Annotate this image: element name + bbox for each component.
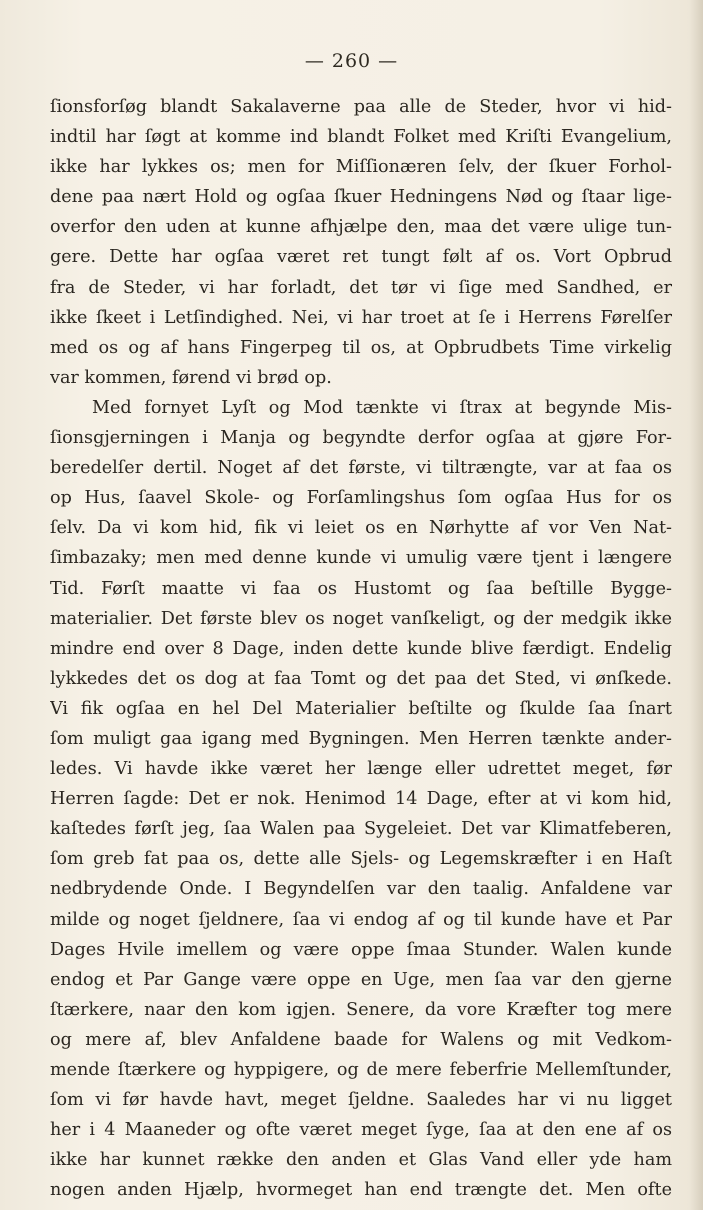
text-line: materialier. Det første blev os noget vanſkeligt, og der medgik ikke: [50, 608, 672, 629]
text-line: med os og af hans Fingerpeg til os, at Opbrudbets Time virkelig: [50, 337, 672, 358]
text-line: Tid. Førſt maatte vi faa os Hustomt og ſaa beſtille Bygge-: [50, 578, 672, 599]
text-line: Dages Hvile imellem og være oppe ſmaa Stunder. Walen kunde: [50, 939, 672, 960]
text-line: indtil har ſøgt at komme ind blandt Folket med Kriſti Evangelium,: [50, 127, 672, 148]
text-line: ſelv. Da vi kom hid, fik vi leiet os en Nørhytte af vor Ven Nat-: [50, 518, 672, 539]
text-line-paragraph-end: var kommen, førend vi brød op.: [50, 367, 332, 388]
text-line: her i 4 Maaneder og ofte været meget ſyge, ſaa at den ene af os: [50, 1120, 672, 1141]
text-line: fra de Steder, vi har forladt, det tør vi ſige med Sandhed, er: [50, 277, 672, 298]
text-line: overfor den uden at kunne afhjælpe den, maa det være ulige tun-: [50, 217, 672, 238]
page-number: — 260 —: [304, 50, 399, 72]
text-line: ſom vi før havde havt, meget ſjeldne. Saaledes har vi nu ligget: [50, 1090, 672, 1111]
text-line: ſtærkere, naar den kom igjen. Senere, da vore Kræfter tog mere: [50, 999, 672, 1020]
text-line: ikke ſkeet i Letſindighed. Nei, vi har troet at ſe i Herrens Førelſer: [50, 307, 672, 328]
text-line: ſionsforſøg blandt Sakalaverne paa alle de Steder, hvor vi hid-: [50, 97, 672, 117]
text-line: ſionsgjerningen i Manja og begyndte derfor ogſaa at gjøre For-: [50, 428, 672, 449]
text-line-paragraph-start: Med fornyet Lyſt og Mod tænkte vi ſtrax at begynde Mis-: [92, 397, 672, 418]
text-line: ikke har lykkes os; men for Miſſionæren ſelv, der ſkuer Forhol-: [50, 157, 672, 178]
text-line: beredelſer dertil. Noget af det første, vi tiltrængte, var at faa os: [50, 458, 672, 479]
text-line: ledes. Vi havde ikke været her længe eller udrettet meget, før: [50, 759, 672, 780]
text-line: gere. Dette har ogſaa været ret tungt følt af os. Vort Opbrud: [50, 247, 672, 268]
text-line: Vi fik ogſaa en hel Del Materialier beſtilte og ſkulde ſaa ſnart: [50, 698, 672, 719]
text-line: ſom muligt gaa igang med Bygningen. Men Herren tænkte ander-: [50, 728, 672, 749]
text-line: nedbrydende Onde. I Begyndelſen var den taalig. Anfaldene var: [50, 879, 672, 900]
text-line: mindre end over 8 Dage, inden dette kunde blive færdigt. Endelig: [50, 638, 672, 659]
text-line: ſimbazaky; men med denne kunde vi umulig være tjent i længere: [50, 548, 672, 569]
text-line: mende ſtærkere og hyppigere, og de mere feberfrie Mellemſtunder,: [50, 1060, 672, 1080]
text-line: dene paa nært Hold og ogſaa ſkuer Hedningens Nød og ſtaar lige-: [50, 187, 672, 208]
text-line: lykkedes det os dog at faa Tomt og det paa det Sted, vi ønſkede.: [50, 668, 672, 689]
text-line: endog et Par Gange være oppe en Uge, men ſaa var den gjerne: [50, 969, 672, 990]
text-line: nogen anden Hjælp, hvormeget han end trængte det. Men ofte: [50, 1180, 672, 1201]
text-line: ſom greb fat paa os, dette alle Sjels- og Legemskræfter i en Haſt: [50, 849, 672, 870]
page-gutter-shadow: [689, 0, 703, 1210]
body-text: [50, 92, 672, 1205]
text-line: og mere af, blev Anfaldene baade for Walens og mit Vedkom-: [50, 1029, 672, 1050]
text-line: kaſtedes førſt jeg, ſaa Walen paa Sygeleiet. Det var Klimatfeberen,: [50, 819, 672, 840]
text-line: milde og noget ſjeldnere, ſaa vi endog af og til kunde have et Par: [50, 909, 672, 930]
text-line: ikke har kunnet række den anden et Glas Vand eller yde ham: [50, 1150, 672, 1171]
text-line: Herren ſagde: Det er nok. Henimod 14 Dage, efter at vi kom hid,: [50, 789, 672, 810]
text-line: op Hus, ſaavel Skole- og Forſamlingshus ſom ogſaa Hus for os: [50, 488, 672, 509]
